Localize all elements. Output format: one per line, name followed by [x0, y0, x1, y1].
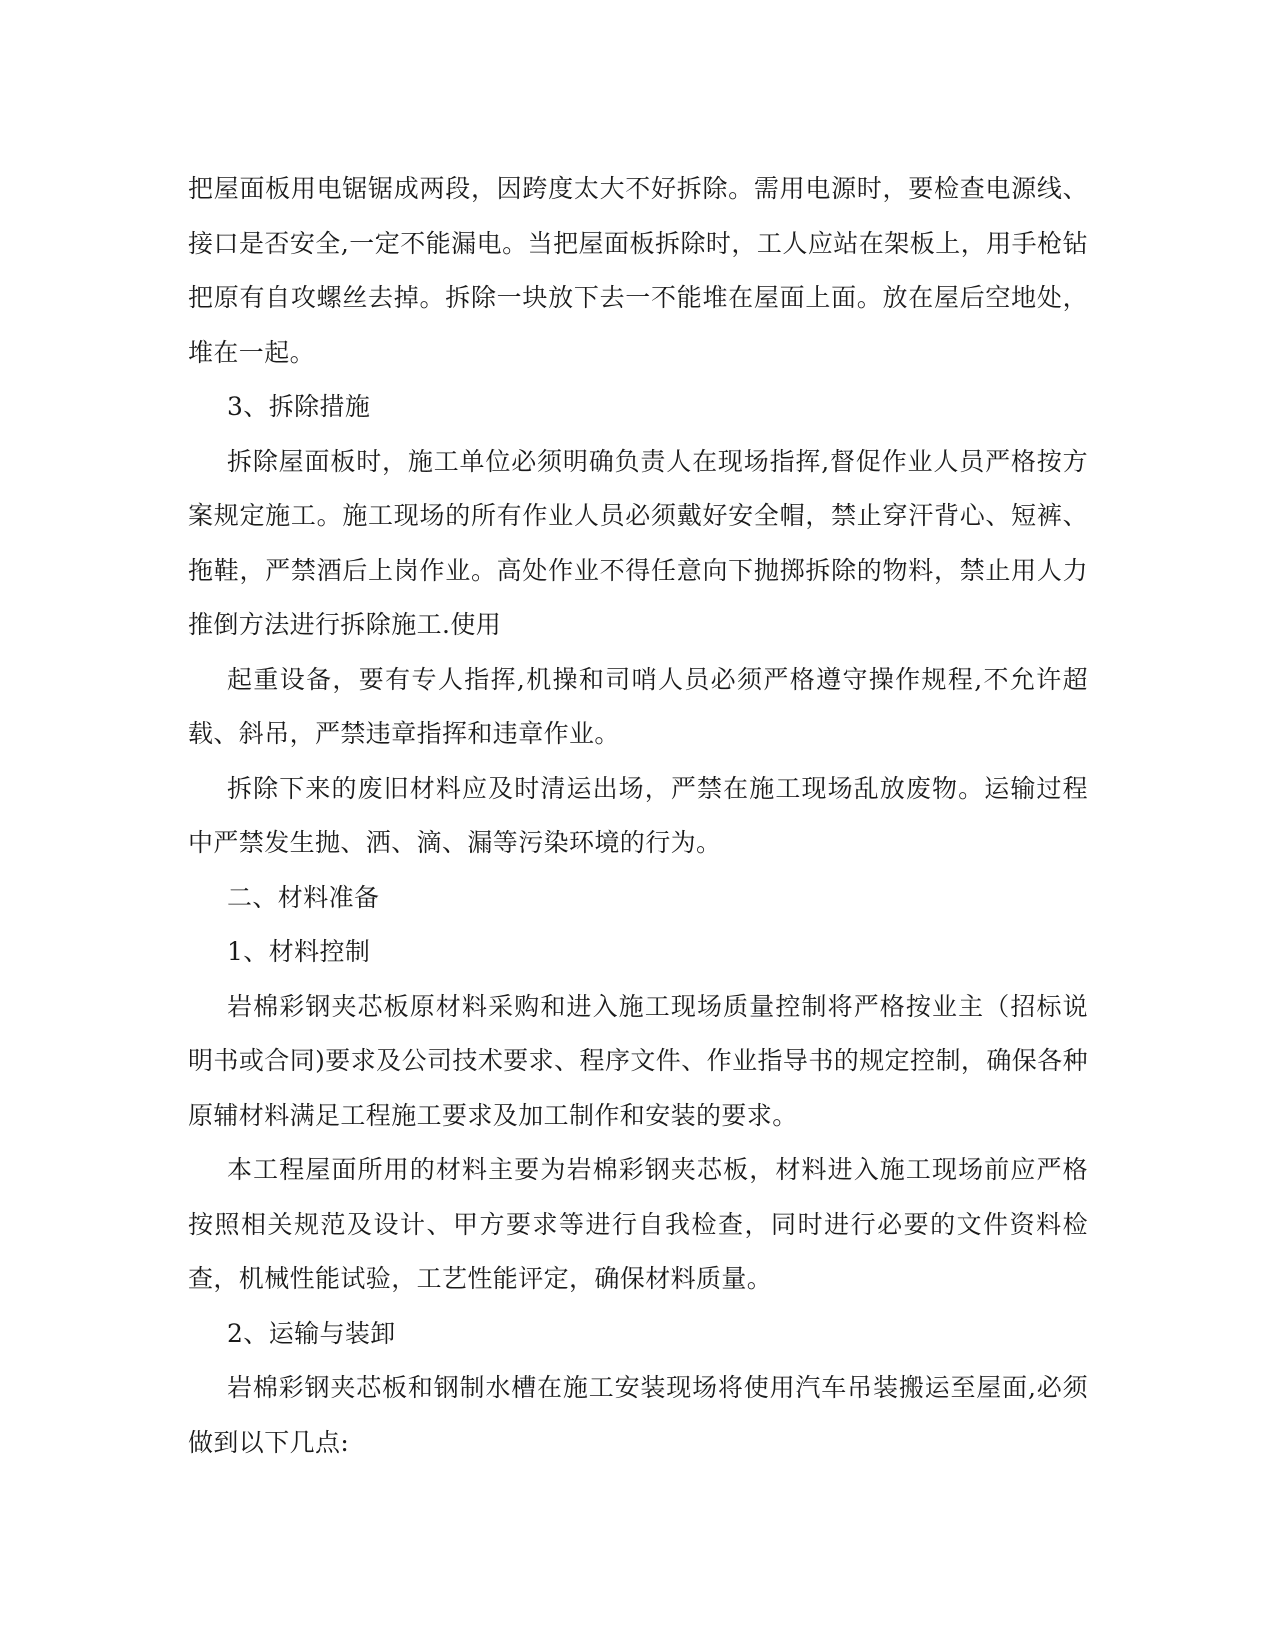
heading-material-control: 1、材料控制: [227, 937, 371, 966]
heading-removal-measures: 3、拆除措施: [227, 392, 371, 421]
heading-material-preparation: 二、材料准备: [227, 882, 380, 912]
paragraph-material-procurement: 岩棉彩钢夹芯板原材料采购和进入施工现场质量控制将严格按业主（招标说明书或合同)要求及公司技术要求、程序文件、作业指导书的规定控制，确保各种原辅材料满足工程施工要求及加工制作和安装的要求。: [188, 991, 1088, 1130]
paragraph-removal-procedure: 把屋面板用电锯锯成两段，因跨度太大不好拆除。需用电源时，要检查电源线、接口是否安全,一定不能漏电。当把屋面板拆除时，工人应站在架板上，用手枪钻把原有自攻螺丝去掉。拆除一块放下去一不能堆在屋面上面。放在屋后空地处，堆在一起。: [188, 174, 1088, 367]
paragraph-crane-lifting: 岩棉彩钢夹芯板和钢制水槽在施工安装现场将使用汽车吊装搬运至屋面,必须做到以下几点:: [188, 1373, 1088, 1457]
paragraph-removal-safety: 拆除屋面板时，施工单位必须明确负责人在现场指挥,督促作业人员严格按方案规定施工。施工现场的所有作业人员必须戴好安全帽，禁止穿汗背心、短裤、拖鞋，严禁酒后上岗作业。高处作业不得任意向下抛掷拆除的物料，禁止用人力推倒方法进行拆除施工.使用: [188, 446, 1088, 639]
paragraph-waste-transport: 拆除下来的废旧材料应及时清运出场，严禁在施工现场乱放废物。运输过程中严禁发生抛、洒、滴、漏等污染环境的行为。: [188, 773, 1088, 857]
paragraph-material-inspection: 本工程屋面所用的材料主要为岩棉彩钢夹芯板，材料进入施工现场前应严格按照相关规范及设计、甲方要求等进行自我检查，同时进行必要的文件资料检查，机械性能试验，工艺性能评定，确保材料质量。: [188, 1155, 1088, 1293]
heading-transport-loading: 2、运输与装卸: [227, 1318, 396, 1348]
document-body: [188, 162, 1088, 1470]
paragraph-lifting-equipment: 起重设备，要有专人指挥,机操和司哨人员必须严格遵守操作规程,不允许超载、斜吊，严禁违章指挥和违章作业。: [188, 664, 1088, 748]
